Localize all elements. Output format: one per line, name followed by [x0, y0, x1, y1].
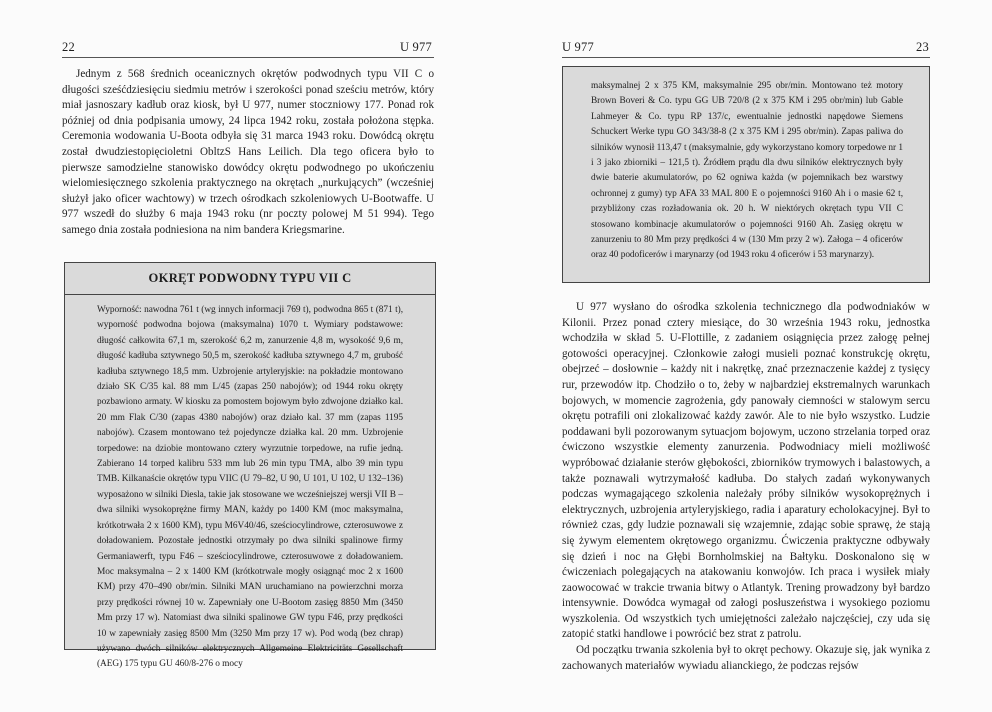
right-page [496, 0, 992, 712]
page-number: 22 [62, 40, 75, 54]
header-rule [62, 57, 434, 58]
spec-text [591, 79, 903, 264]
spec-paragraph: Wyporność: nawodna 761 t (wg innych informacji 769 t), podwodna 865 t (871 t), wyporność podwodna bojowa (maksymalna) 1070 t. Wymiary podstawowe: długość całkowita 67,1 m, szerokość 6,2 m, zanurzenie 4,8 m, wysokość 9,6 m, długość kadłuba sztywnego 50,5 m, szerokość kadłuba sztywnego 4,7 m, grubość kadłuba sztywnego 18,5 mm. Uzbrojenie artyleryjskie: na pokładzie montowano działo SK C/35 kal. 88 mm L/45 (zapas 250 nabojów); od 1944 roku okręty pozbawiono armaty. W kiosku za pomostem bojowym było zdwojone działko kal. 20 mm Flak C/30 (zapas 4380 nabojów) oraz działo kal. 37 mm (zapas 1195 nabojów). Czasem montowano też pojedyncze działka kal. 20 mm. Uzbrojenie torpedowe: na dziobie montowano cztery wyrzutnie torpedowe, na rufie jedną. Zabierano 14 torped kalibru 533 mm lub 26 min typu TMA, albo 39 min typu TMB. Kilkanaście okrętów typu VIIC (U 79–82, U 90, U 101, U 102, U 132–136) wyposażono w silniki Diesla, takie jak stosowane we wcześniejszej wersji VII B – dwa silniki wysokoprężne firmy MAN, każdy po 1400 KM (moc maksymalna, krótkotrwała 2 x 1600 KM), typu M6V40/46, sześciocylindrowe, czterosuwowe z doładowaniem. Pozostałe jednostki otrzymały po dwa silniki spalinowe firmy Germaniawerft, typu F46 – sześciocylindrowe, czterosuwowe z doładowaniem. Moc maksymalna – 2 x 1400 KM (krótkotrwale mogły osiągnąć moc 2 x 1600 KM) przy 470–490 obr/min. Silniki MAN uruchamiano na powierzchni morza przy prędkości równej 10 w. Zapewniały one U-Bootom zasięg 8850 Mm (3450 Mm przy 17 w). Natomiast dwa silniki spalinowe GW typu F46, przy prędkości 10 w zapewniały zasięg 8500 Mm (3250 Mm przy 17 w). Pod wodą (bez chrap) używano dwóch silników elektrycznych Allgemeine Elektricitäts Gesellschaft (AEG) 175 typu GU 460/8-276 o mocy [97, 305, 403, 670]
spec-paragraph: maksymalnej 2 x 375 KM, maksymalnie 295 obr/min. Montowano też motory Brown Boveri & Co. typu GG UB 720/8 (2 x 375 KM i 295 obr/min) lub Gable Lahmeyer & Co. typu RP 137/c, ewentualnie jednostki napędowe Siemens Schuckert Werke typu GO 343/38-8 (2 x 375 KM i 295 obr/min). Zapas paliwa do silników wynosił 113,47 t (maksymalnie, gdy wykorzystano komory torpedowe nr 1 i 3 jako zbiorniki – 121,5 t). Źródłem prądu dla dwu silników elektrycznych były dwie baterie akumulatorów, po 62 ogniwa każda (w pojemnikach bez warstwy ochronnej z gumy) typ AFA 33 MAL 800 E o pojemności 9160 Ah i o masie 62 t, przybliżony czas rozładowania ok. 20 h. W niektórych okrętach typu VII C stosowano kombinacje akumulatorów o pojemności 9160 Ah. Zasięg okrętu w zanurzeniu to 80 Mm przy prędkości 4 w (130 Mm przy 2 w). Załoga – 4 oficerów oraz 40 podoficerów i marynarzy (od 1943 roku 4 oficerów i 53 marynarzy). [591, 81, 903, 261]
running-title: U 977 [562, 40, 594, 54]
spec-box [64, 262, 436, 670]
header-rule [562, 57, 930, 58]
box-title: OKRĘT PODWODNY TYPU VII C [148, 271, 352, 285]
page-number: 23 [916, 40, 929, 54]
spec-box-continued [562, 66, 930, 283]
spec-text [97, 303, 403, 673]
body-text [562, 300, 930, 674]
box-title-divider [65, 294, 435, 295]
paragraph-text: Jednym z 568 średnich oceanicznych okrętów podwodnych typu VII C o długości sześćdziesięciu siedmiu metrów i szerokości ponad sześciu metrów, który miał jasnoszary kadłub oraz kiosk, był U 977, numer stoczniowy 177. Ponad rok później od dnia podpisania umowy, 24 lipca 1942 roku, została położona stępka. Ceremonia wodowania U-Boota odbyła się 31 marca 1943 roku. Dowódcą okrętu został dwudziestopięcioletni ObltzS Hans Leilich. Dla tego oficera było to pierwsze samodzielne stanowisko dowódcy okrętu podwodnego po ukończeniu wielomiesięcznego szkolenia praktycznego na okrętach „nurkujących” (wcześniej służył jako oficer wachtowy) w trzech ośrodkach szkoleniowych U-Bootwaffe. U 977 wszedł do służby 6 maja 1943 roku (nr poczty polowej M 51 994). Tego samego dnia została podniesiona na nim bandera Kriegsmarine. [62, 68, 434, 236]
intro-paragraph [62, 67, 434, 239]
paragraph-2: Od początku trwania szkolenia był to okręt pechowy. Okazuje się, jak wynika z zachowanych materiałów wywiadu alianckiego, że podczas rejsów [562, 644, 930, 672]
paragraph-1: U 977 wysłano do ośrodka szkolenia technicznego dla podwodniaków w Kilonii. Przez ponad cztery miesiące, do 30 września 1943 roku, jednostka wchodziła w skład 5. U-Flottille, z zadaniem osiągnięcia przez załogę pełnej gotowości operacyjnej. Członkowie załogi musieli poznać konstrukcję okrętu, obejrzeć – dosłownie – każdy nit i nakrętkę, znać przeznaczenie każdej z tysięcy rur, przewodów itp. Chodziło o to, żeby w najbardziej ekstremalnych warunkach bojowych, w momencie zagrożenia, gdy panowały ciemności w stalowym sercu okrętu potrafili oni zlokalizować każdy zawór. Ale to nie było wszystko. Ludzie poddawani byli pozorowanym sytuacjom bojowym, uczono strzelania torped oraz ćwiczono wszystkie elementy zanurzenia. Podwodniacy mieli możliwość wypróbować działanie sterów głębokości, zbiorników trymowych i balastowych, a także poznawali wytrzymałość kadłuba. Do stałych zadań wykonywanych podczas wymagającego szkolenia należały próby silników wysokoprężnych i elektrycznych, uzbrojenia artyleryjskiego, radia i aparatury echolokacyjnej. Był to również czas, gdy ludzie poznawali się wzajemnie, zdając sobie sprawę, że stają się żywym elementem okrętowego organizmu. Ćwiczenia praktyczne odbywały się dzień i noc na Głębi Bornholmskiej na Bałtyku. Doskonalono się w ćwiczeniach polegających na atakowaniu konwojów. Ich praca i wysiłek miały zaowocować w trakcie trwania bitwy o Atlantyk. Trening prowadzony był bardzo intensywnie. Dowódca wymagał od załogi posłuszeństwa i wysokiego poziomu wyszkolenia. Od wszystkich tych umiejętności zależało najczęściej, czy uda się zatopić statki handlowe i powrócić bez strat z patrolu. [562, 301, 930, 641]
running-title: U 977 [400, 40, 432, 54]
